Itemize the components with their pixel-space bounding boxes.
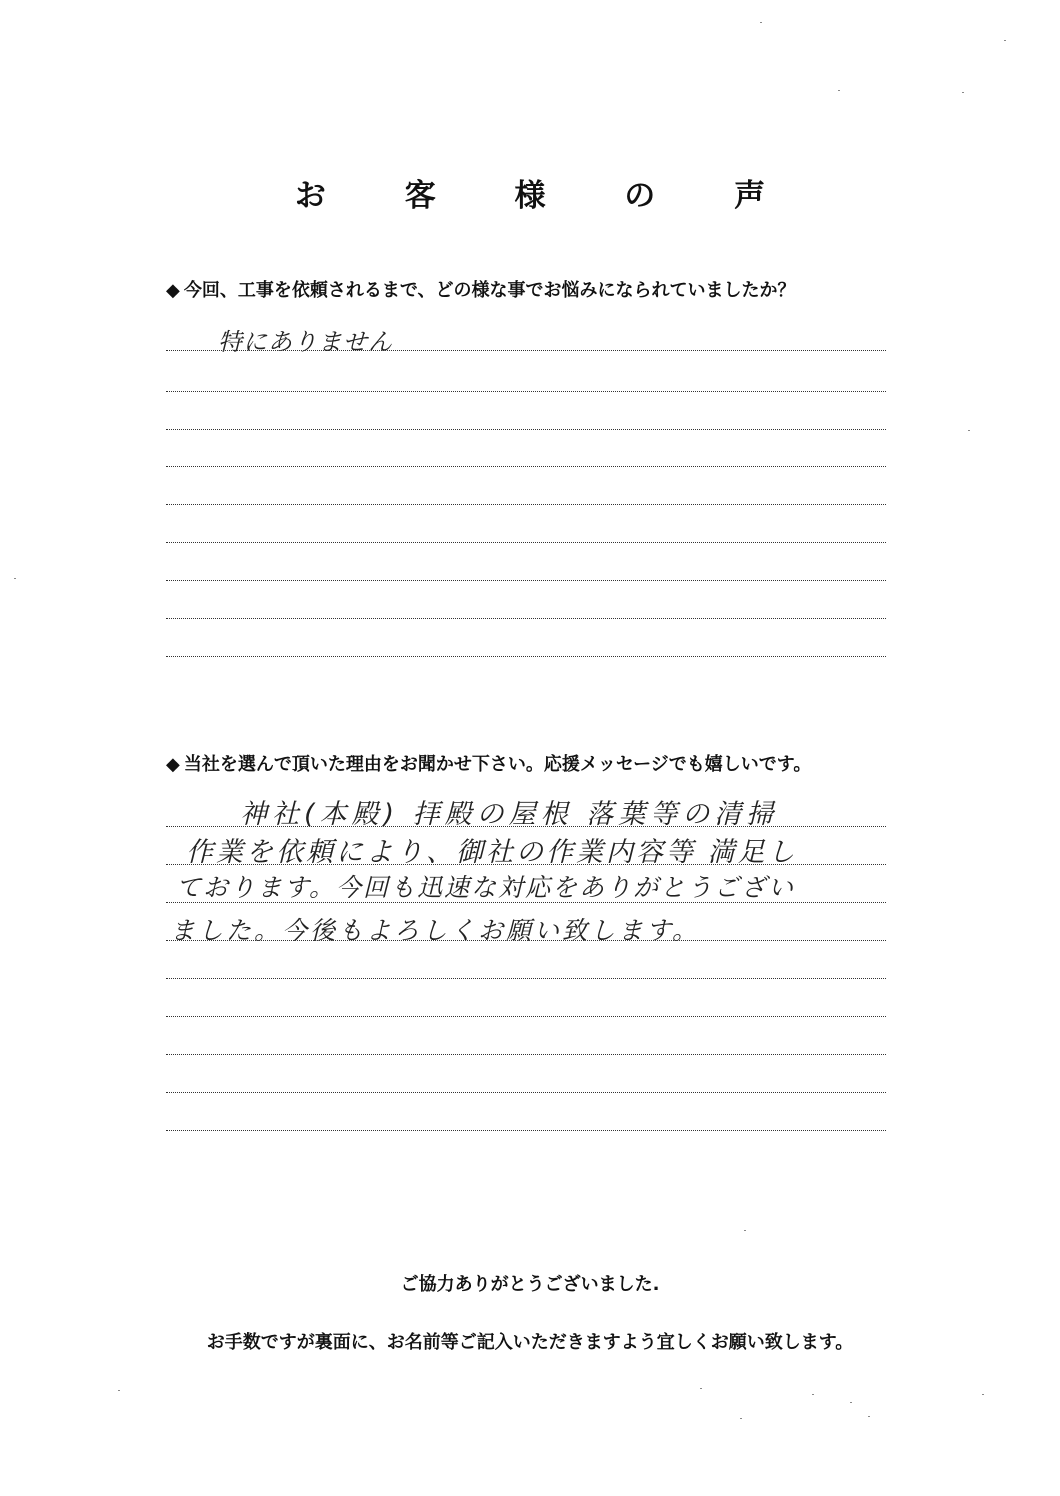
question-2-text: 当社を選んで頂いた理由をお聞かせ下さい。応援メッセージでも嬉しいです。 — [183, 754, 812, 775]
page-title: お 客 様 の 声 — [294, 178, 800, 214]
answer-line — [166, 391, 886, 392]
question-1-text: 今回、工事を依頼されるまで、どの様な事でお悩みになられていましたか？ — [183, 280, 796, 301]
answer-line — [166, 940, 886, 941]
answer-line — [166, 466, 886, 467]
answer-1-line-1: 特にありません — [218, 328, 393, 356]
scan-speck — [968, 430, 970, 431]
answer-line — [166, 864, 886, 865]
diamond-bullet-icon: ◆ — [166, 754, 180, 775]
answer-line — [166, 618, 886, 619]
answer-line — [166, 429, 886, 430]
answer-line — [166, 580, 886, 581]
scan-speck — [744, 1230, 746, 1231]
scan-speck — [982, 1394, 984, 1395]
scan-speck — [1004, 40, 1006, 41]
answer-line — [166, 1054, 886, 1055]
scan-speck — [14, 578, 16, 579]
scan-speck — [812, 1394, 814, 1395]
answer-2-line-4: ました。今後もよろしくお願い致します。 — [170, 916, 701, 945]
answer-line — [166, 1016, 886, 1017]
answer-line — [166, 1130, 886, 1131]
answer-line — [166, 350, 886, 351]
question-2 — [166, 750, 811, 776]
question-1 — [166, 276, 795, 302]
thanks-message: ご協力ありがとうございました. — [400, 1274, 660, 1295]
scan-speck — [838, 90, 840, 91]
answer-2-line-3: ております。今回も迅速な対応をありがとうござい — [176, 873, 796, 902]
scan-speck — [740, 1418, 742, 1419]
scan-speck — [700, 1388, 702, 1389]
answer-line — [166, 978, 886, 979]
answer-line — [166, 542, 886, 543]
scan-speck — [760, 22, 762, 23]
answer-line — [166, 504, 886, 505]
answer-line — [166, 826, 886, 827]
answer-line — [166, 1092, 886, 1093]
answer-2-line-1: 神社(本殿) 拝殿の屋根 落葉等の清掃 — [240, 799, 779, 830]
footer-note: お手数ですが裏面に、お名前等ご記入いただきますよう宜しくお願い致します。 — [206, 1332, 854, 1353]
scan-speck — [850, 1402, 852, 1403]
scan-speck — [868, 1416, 870, 1417]
answer-line — [166, 656, 886, 657]
scan-speck — [962, 92, 964, 93]
answer-line — [166, 902, 886, 903]
diamond-bullet-icon: ◆ — [166, 280, 180, 301]
answer-2-line-2: 作業を依頼により、御社の作業内容等 満足し — [186, 837, 798, 868]
scan-speck — [118, 1390, 120, 1391]
